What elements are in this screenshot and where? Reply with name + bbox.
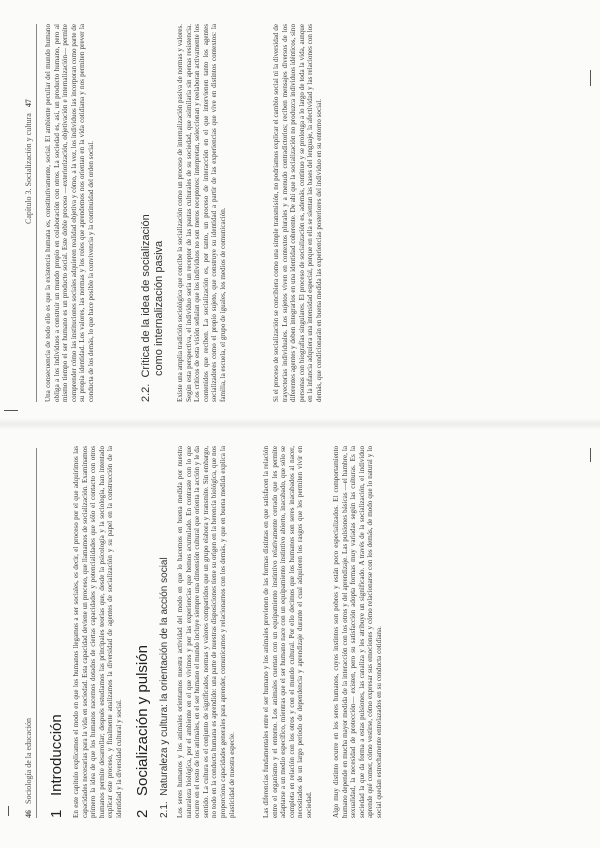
subsection-2-1-heading <box>158 446 171 818</box>
scan-edge-mark <box>8 806 9 816</box>
section-2-paragraph-1: Los seres humanos y los animales orientamos nuestra actividad del modo en que lo hacemos en buena medida por nuestra naturaleza biológica, por el ambiente en el que vivimos y por las experiencias que hemos acumulado. En contraste con lo que ocurre en el resto de los animales, en el ser humano el mundo incluye siempre una dimensión cultural que orienta la acción y le da sentido. La cultura es el conjunto de significados, normas y valores compartidos que un grupo elabora y transmite. Sin embargo, no todo en la conducta humana es aprendido: una parte de nuestras disposiciones tiene su origen en la herencia biológica, que nos proporciona capacidades generales para aprender, comunicarnos y relacionarnos con los demás, y que en buena medida explica la plasticidad de nuestra especie. <box>176 446 236 818</box>
section-1-number: 1 <box>48 809 65 818</box>
right-page-number: 47 <box>24 99 33 108</box>
section-2-title: Socialización y pulsión <box>134 645 151 796</box>
subsection-2-1-title: Naturaleza y cultura: la orientación de la acción social <box>159 557 170 796</box>
section-2-paragraph-3: Algo muy distinto ocurre en los seres humanos, cuyos instintos son pobres y están poco especializados. El comportamiento humano depende en mucha mayor medida de la interacción con los otros y del aprendizaje. Las pulsiones básicas —el hambre, la sexualidad, la necesidad de protección— existen, pero su satisfacción adopta formas muy variadas según las culturas. Es la sociedad la que da forma a estas pulsiones, las canaliza y les atribuye un significado. A través de la socialización, el individuo aprende qué comer, cómo vestirse, cómo expresar sus emociones y cómo relacionarse con los demás, de modo que lo natural y lo social quedan estrechamente entrelazados en su conducta cotidiana. <box>332 446 383 818</box>
subsection-2-1-number: 2.1. <box>159 801 170 818</box>
left-running-head-text: Sociología de la educación <box>24 718 33 804</box>
section-1-paragraph: En este capítulo explicamos el modo en que los humanos llegamos a ser sociales, es decir, el proceso por el que adquirimos las capacidades necesarias para la vida en sociedad. Esta capacidad deviene un proceso, que llamamos de socialización. Examinamos primero la idea de que los humanos nacemos dotados de ciertas capacidades y potencialidades que sólo el contacto con otros humanos permite desarrollar; después estudiamos las principales teorías que, desde la psicología y la sociología, han intentado explicar este proceso, y finalmente analizamos la diversidad de agentes de socialización y su papel en la construcción de la identidad y la diversidad cultural y social. <box>72 446 123 818</box>
section-2-number: 2 <box>134 809 151 818</box>
section-2-2-title-line-2: como internalización pasiva <box>153 240 165 376</box>
section-2-heading <box>134 645 151 818</box>
right-paragraph-2: Existe una amplia tradición sociológica que concibe la socialización como un proceso de internalización pasiva de normas y valores. Según esta perspectiva, el individuo sería un receptor de las pautas culturales de su sociedad, que asimilaría sin apenas resistencia. Los críticos de esta visión señalan que los individuos no son meros receptores: interpretan, seleccionan y reelaboran activamente los contenidos que reciben. La socialización es, por tanto, un proceso de interacción en el que intervienen tanto los agentes socializadores como el propio sujeto, que construye su identidad a partir de las experiencias que vive en distintos contextos: la familia, la escuela, el grupo de iguales, los medios de comunicación. <box>176 24 227 402</box>
left-header-rule <box>36 448 37 818</box>
section-1-heading <box>48 714 65 818</box>
scan-edge-mark <box>4 410 18 411</box>
right-paragraph-1: Una consecuencia de todo ello es que la existencia humana es, constitutivamente, social. El ambiente peculiar del mundo humano obliga a los individuos a construir un mundo propio en colaboración con otros. La sociedad es, así, un producto humano, pero al mismo tiempo el ser humano es un producto social. Este doble proceso —exteriorización, objetivación e internalización— permite comprender cómo las instituciones sociales adquieren realidad objetiva y cómo, a la vez, los individuos las incorporan como parte de su propia identidad. Los valores, las normas y los roles que aprendemos nos orientan en la vida cotidiana y nos permiten prever la conducta de los demás, lo que hace posible la convivencia y la continuidad del orden social. <box>44 24 95 402</box>
right-paragraph-3: Si el proceso de socialización se concibiera como una simple transmisión, no podríamos explicar el cambio social ni la diversidad de trayectorias individuales. Los sujetos viven en contextos plurales y a menudo contradictorios; reciben mensajes diversos de los diferentes agentes y deben integrarlos en una identidad coherente. De ahí que la socialización no produzca individuos idénticos, sino personas con biografías singulares. El proceso de socialización es, además, continuo y se prolonga a lo largo de toda la vida, aunque en la infancia adquiera una intensidad especial, porque en ella se sientan las bases del lenguaje, la afectividad y las relaciones con los demás, que condicionarán en buena medida las experiencias posteriores del individuo en su entorno social. <box>272 24 323 402</box>
section-1-title: Introducción <box>48 714 65 796</box>
section-2-2-number: 2.2. <box>140 383 152 402</box>
right-running-head <box>24 99 33 224</box>
scan-edge-mark <box>590 448 591 462</box>
left-page-number: 46 <box>24 810 33 818</box>
left-page <box>0 424 600 848</box>
section-2-2-heading <box>140 24 166 402</box>
scan-edge-mark <box>590 70 591 86</box>
section-2-2-title-line-1: Crítica de la idea de socialización <box>140 214 152 378</box>
left-running-head <box>24 718 33 818</box>
right-header-rule <box>36 24 37 402</box>
section-2-paragraph-2: Las diferencias fundamentales entre el ser humano y los animales provienen de las formas distintas en que satisfacen la relación entre el organismo y el entorno. Los animales cuentan con un equipamiento instintivo relativamente cerrado que les permite adaptarse a un medio específico, mientras que el ser humano nace con un equipamiento instintivo abierto, inacabado, que sólo se completa en relación con los otros y con el mundo cultural. Por ello decimos que los humanos son seres inacabados al nacer, necesitados de un largo período de dependencia y aprendizaje durante el cual adquieren los rasgos que les permiten vivir en sociedad. <box>262 446 313 818</box>
right-running-head-text: Capítulo 3. Socialización y cultura <box>24 113 33 224</box>
